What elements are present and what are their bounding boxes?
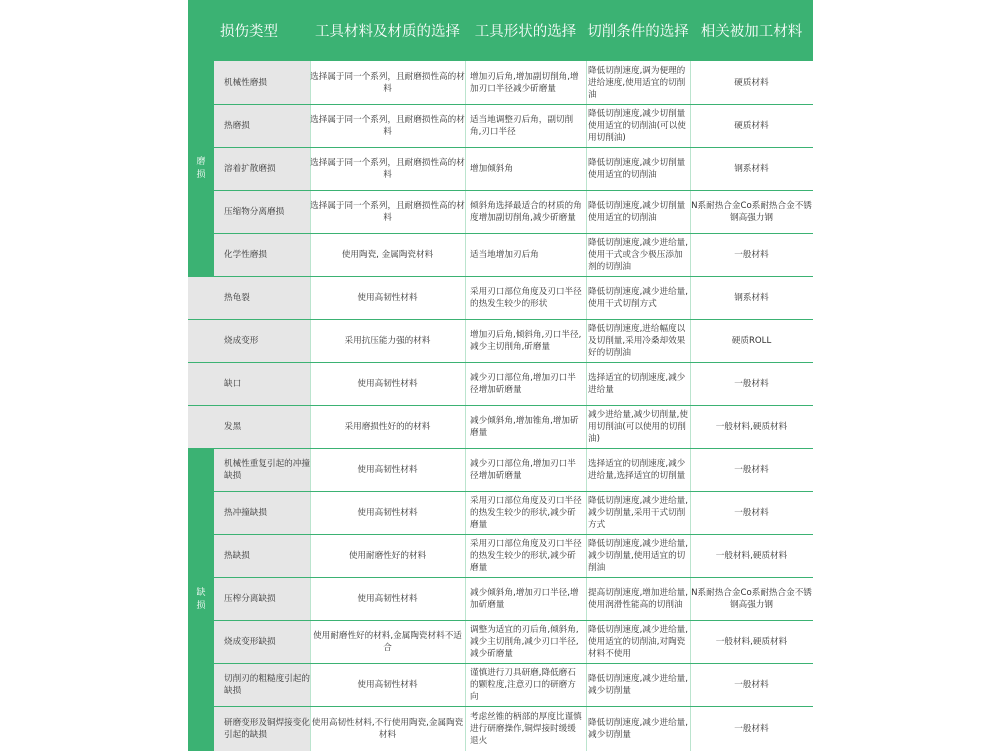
workpiece-material-cell-text: 一般材料,硬质材料 [715,550,788,561]
tool-material-cell [310,405,465,448]
workpiece-material-cell [690,276,813,319]
tool-shape-cell [465,448,586,491]
workpiece-material-cell [690,405,813,448]
cutting-conditions-cell-text: 降低切削速度,减少进给量,减少切削量,采用干式切削方式 [588,495,688,530]
tool-material-cell-text: 使用高韧性材料 [357,292,418,303]
cutting-conditions-cell-text: 降低切削速度,减少进给量,减少切削量,使用适宜的切削油 [588,538,688,573]
workpiece-material-cell [690,706,813,751]
workpiece-material-cell-text: 钢系材料 [734,163,769,174]
workpiece-material-cell [690,233,813,276]
tool-material-cell [310,61,465,104]
damage-type-cell-text: 化学性磨损 [224,249,267,260]
tool-material-cell-text: 使用高韧性材料,不行使用陶瓷,金属陶瓷材料 [311,717,464,740]
tool-material-cell-text: 采用抗压能力强的材料 [344,335,431,346]
workpiece-material-cell [690,319,813,362]
table-row [188,448,813,491]
damage-type-cell-text: 机械性磨损 [224,77,267,88]
cutting-conditions-cell [586,190,690,233]
damage-type-cell [188,319,310,362]
header-cutting-conditions: 切削条件的选择 [587,24,689,40]
table-row [188,706,813,751]
workpiece-material-cell [690,448,813,491]
workpiece-material-cell [690,147,813,190]
cutting-conditions-cell-text: 降低切削速度,减少进给量,使用干式切削方式 [588,286,688,309]
tool-shape-cell-text: 适当地增加刃后角 [470,249,539,260]
tool-material-cell-text: 使用陶瓷, 金属陶瓷材料 [341,249,434,260]
cutting-conditions-cell [586,577,690,620]
cutting-conditions-cell-text: 降低切削速度,减少切削量使用适宜的切削油 [588,200,686,223]
cutting-conditions-cell-text: 提高切削速度,增加进给量,使用润滑性能高的切削油 [588,587,688,610]
damage-type-cell [214,577,310,620]
row-divider [214,104,813,105]
tool-material-cell [310,233,465,276]
table-header [188,0,813,61]
tool-material-cell-text: 使用耐磨性好的材料 [348,550,427,561]
column-divider [586,61,587,751]
damage-type-cell [188,362,310,405]
workpiece-material-cell-text: 一般材料 [734,378,769,389]
tool-shape-cell [465,147,586,190]
row-divider [214,620,813,621]
cutting-conditions-cell [586,319,690,362]
group-label-chipping: 缺损 [188,448,214,751]
damage-type-cell [214,448,310,491]
tool-shape-cell-text: 减少倾斜角,增加刃口半径,增加斫磨量 [470,587,579,610]
tool-shape-cell [465,61,586,104]
cutting-conditions-cell [586,491,690,534]
cutting-conditions-cell-text: 降低切削速度,减少进给量,使用干式或含少极压添加剂的切削油 [588,237,688,272]
tool-material-cell-text: 选择属于同一个系列，且耐磨损性高的材料 [310,157,465,180]
damage-type-cell [214,233,310,276]
workpiece-material-cell-text: N系耐热合金Co系耐热合金不锈钢高强力钢 [691,587,812,610]
cutting-conditions-cell [586,405,690,448]
workpiece-material-cell [690,663,813,706]
tool-material-cell [310,104,465,147]
row-divider [188,405,813,406]
row-divider [214,663,813,664]
table-row [188,362,813,405]
column-divider [465,61,466,751]
workpiece-material-cell-text: 硬质材料 [734,77,769,88]
tool-shape-cell [465,104,586,147]
damage-type-cell-text: 热冲撞缺损 [224,507,267,518]
tool-shape-cell [465,620,586,663]
tool-material-cell-text: 选择属于同一个系列，且耐磨损性高的材料 [310,71,465,94]
table-row [188,663,813,706]
tool-material-cell [310,147,465,190]
damage-type-cell [214,491,310,534]
cutting-conditions-cell [586,620,690,663]
tool-shape-cell-text: 采用刃口部位角度及刃口半径的热发生较少的形状,减少斫磨量 [470,495,582,530]
cutting-conditions-cell-text: 降低切削速度,减少进给量,减少切削量 [588,673,688,696]
cutting-conditions-cell-text: 降低切削速度,减少切削量使用适宜的切削油 [588,157,686,180]
tool-shape-cell-text: 采用刃口部位角度及刃口半径的热发生较少的形状,减少斫磨量 [470,538,582,573]
tool-shape-cell-text: 调整为适宜的刃后角,倾斜角,减少主切削角,减少刃口半径,减少斫磨量 [470,624,579,659]
damage-type-cell [188,405,310,448]
row-divider [214,491,813,492]
workpiece-material-cell-text: 一般材料 [734,464,769,475]
damage-type-cell [214,147,310,190]
workpiece-material-cell-text: 一般材料 [734,507,769,518]
row-divider [214,706,813,707]
tool-material-cell-text: 使用高韧性材料 [357,679,418,690]
tool-shape-cell-text: 增加刃后角,增加副切削角,增加刃口半径减少斫磨量 [470,71,579,94]
damage-type-cell-text: 烧成变形缺损 [224,636,276,647]
workpiece-material-cell-text: 一般材料 [734,249,769,260]
table-row [188,620,813,663]
tool-material-cell [310,663,465,706]
cutting-conditions-cell [586,276,690,319]
damage-type-cell [214,663,310,706]
damage-type-cell-text: 机械性重复引起的冲撞缺损 [224,458,310,481]
table-row [188,104,813,147]
tool-shape-cell-text: 谨慎进行刀具研磨,降低磨石的颗粒度,注意刃口的研磨方向 [470,667,576,702]
tool-material-cell-text: 使用高韧性材料 [357,464,418,475]
table-row [188,319,813,362]
cutting-conditions-cell [586,534,690,577]
damage-type-cell-text: 烧成变形 [224,335,259,346]
cutting-conditions-cell-text: 降低切削速度,减少进给量,使用适宜的切削油,对陶瓷材料不使用 [588,624,688,659]
tool-material-cell-text: 使用耐磨性好的材料,金属陶瓷材料不适合 [313,630,462,653]
tool-shape-cell [465,706,586,751]
cutting-conditions-cell-text: 降低切削速度,调为便理的进给速度,使用适宜的切削油 [588,65,686,100]
damage-type-cell [188,276,310,319]
header-tool-material: 工具材料及材质的选择 [315,24,460,40]
table-row [188,405,813,448]
tool-material-cell [310,190,465,233]
workpiece-material-cell-text: 一般材料,硬质材料 [715,636,788,647]
damage-type-cell [214,61,310,104]
tool-shape-cell-text: 减少倾斜角,增加锥角,增加斫磨量 [470,415,579,438]
cutting-conditions-cell-text: 选择适宜的切削速度,减少进给量 [588,372,686,395]
header-workpiece-material: 相关被加工材料 [700,24,803,40]
table-row [188,190,813,233]
tool-shape-cell-text: 减少刃口部位角,增加刃口半径增加斫磨量 [470,372,576,395]
cutting-conditions-cell [586,448,690,491]
tool-material-cell-text: 采用磨损性好的的材料 [344,421,431,432]
cutting-conditions-cell [586,362,690,405]
tool-material-cell [310,534,465,577]
tool-shape-cell-text: 考虑丝锥的柄部的厚度比谨慎进行研磨操作,铜焊接时缓缓退火 [470,711,582,746]
tool-material-cell [310,491,465,534]
cutting-conditions-cell-text: 降低切削速度,进给幅度以及切削量,采用冷桑却效果好的切削油 [588,323,686,358]
cutting-conditions-cell-text: 选择适宜的切削速度,减少进给量,选择适宜的切削量 [588,458,686,481]
cutting-conditions-cell [586,147,690,190]
cutting-conditions-cell-text: 减少进给量,减少切削量,使用切削油(可以使用的切削油) [588,409,688,444]
workpiece-material-cell-text: 一般材料 [734,723,769,734]
tool-material-cell [310,362,465,405]
tool-material-cell [310,620,465,663]
workpiece-material-cell-text: 硬质材料 [734,120,769,131]
tool-shape-cell [465,233,586,276]
workpiece-material-cell [690,491,813,534]
damage-type-cell-text: 研磨变形及铜焊接变化引起的缺损 [224,717,310,740]
damage-table [188,0,813,751]
workpiece-material-cell-text: 一般材料 [734,679,769,690]
column-divider [310,61,311,751]
workpiece-material-cell-text: 钢系材料 [734,292,769,303]
cutting-conditions-cell-text: 降低切削速度,减少进给量,减少切削量 [588,717,688,740]
tool-material-cell-text: 使用高韧性材料 [357,378,418,389]
damage-type-cell-text: 缺口 [224,378,242,389]
column-divider [690,61,691,751]
damage-type-cell-text: 热缺损 [224,550,250,561]
workpiece-material-cell-text: 一般材料,硬质材料 [715,421,788,432]
table-row [188,147,813,190]
damage-type-cell [214,620,310,663]
workpiece-material-cell [690,534,813,577]
damage-type-cell-text: 溶着扩散磨损 [224,163,276,174]
table-row [188,61,813,104]
workpiece-material-cell [690,104,813,147]
workpiece-material-cell-text: 硬质ROLL [731,335,772,346]
workpiece-material-cell [690,190,813,233]
tool-shape-cell-text: 增加刃后角,倾斜角,刃口半径,减少主切削角,斫磨量 [470,329,582,352]
header-damage-type: 损伤类型 [220,24,278,40]
tool-shape-cell-text: 增加倾斜角 [470,163,513,174]
tool-material-cell [310,276,465,319]
cutting-conditions-cell-text: 降低切削速度,减少切削量使用适宜的切削油(可以使用切削油) [588,108,686,143]
cutting-conditions-cell [586,233,690,276]
row-divider [214,147,813,148]
tool-shape-cell [465,663,586,706]
damage-type-cell-text: 压榨分离缺损 [224,593,276,604]
tool-material-cell [310,319,465,362]
table-row [188,577,813,620]
tool-shape-cell [465,405,586,448]
tool-shape-cell-text: 适当地调整刃后角，副切削角,刃口半径 [470,114,574,137]
cutting-conditions-cell [586,663,690,706]
damage-type-cell-text: 热磨损 [224,120,250,131]
tool-shape-cell [465,534,586,577]
table-row [188,534,813,577]
workpiece-material-cell [690,61,813,104]
header-tool-shape: 工具形状的选择 [474,24,577,40]
table-row [188,276,813,319]
workpiece-material-cell [690,577,813,620]
row-divider [188,448,813,449]
workpiece-material-cell [690,362,813,405]
cutting-conditions-cell [586,61,690,104]
tool-material-cell-text: 选择属于同一个系列，且耐磨损性高的材料 [310,114,465,137]
group-label-wear: 磨损 [188,61,214,276]
tool-material-cell-text: 使用高韧性材料 [357,507,418,518]
tool-shape-cell-text: 减少刃口部位角,增加刃口半径增加斫磨量 [470,458,576,481]
tool-material-cell [310,577,465,620]
row-divider [188,319,813,320]
damage-type-cell [214,104,310,147]
damage-type-cell-text: 热龟裂 [224,292,250,303]
table-row [188,491,813,534]
workpiece-material-cell [690,620,813,663]
tool-material-cell-text: 使用高韧性材料 [357,593,418,604]
tool-shape-cell-text: 倾斜角选择最适合的材质的角度增加副切削角,减少斫磨量 [470,200,582,223]
tool-material-cell [310,448,465,491]
row-divider [188,362,813,363]
row-divider [214,190,813,191]
workpiece-material-cell-text: N系耐热合金Co系耐热合金不锈钢高强力钢 [691,200,812,223]
row-divider [214,233,813,234]
cutting-conditions-cell [586,706,690,751]
row-divider [214,534,813,535]
damage-type-cell [214,706,310,751]
tool-shape-cell [465,190,586,233]
damage-type-cell [214,534,310,577]
tool-material-cell [310,706,465,751]
damage-type-cell-text: 压缩物分离磨损 [224,206,285,217]
tool-shape-cell [465,276,586,319]
tool-shape-cell [465,319,586,362]
tool-shape-cell [465,577,586,620]
table-row [188,233,813,276]
cutting-conditions-cell [586,104,690,147]
row-divider [214,577,813,578]
row-divider [188,276,813,277]
damage-type-cell-text: 切削刃的粗糙度引起的缺损 [224,673,310,696]
tool-shape-cell-text: 采用刃口部位角度及刃口半径的热发生较少的形状 [470,286,582,309]
tool-shape-cell [465,362,586,405]
tool-shape-cell [465,491,586,534]
tool-material-cell-text: 选择属于同一个系列，且耐磨损性高的材料 [310,200,465,223]
damage-type-cell [214,190,310,233]
damage-type-cell-text: 发黑 [224,421,242,432]
